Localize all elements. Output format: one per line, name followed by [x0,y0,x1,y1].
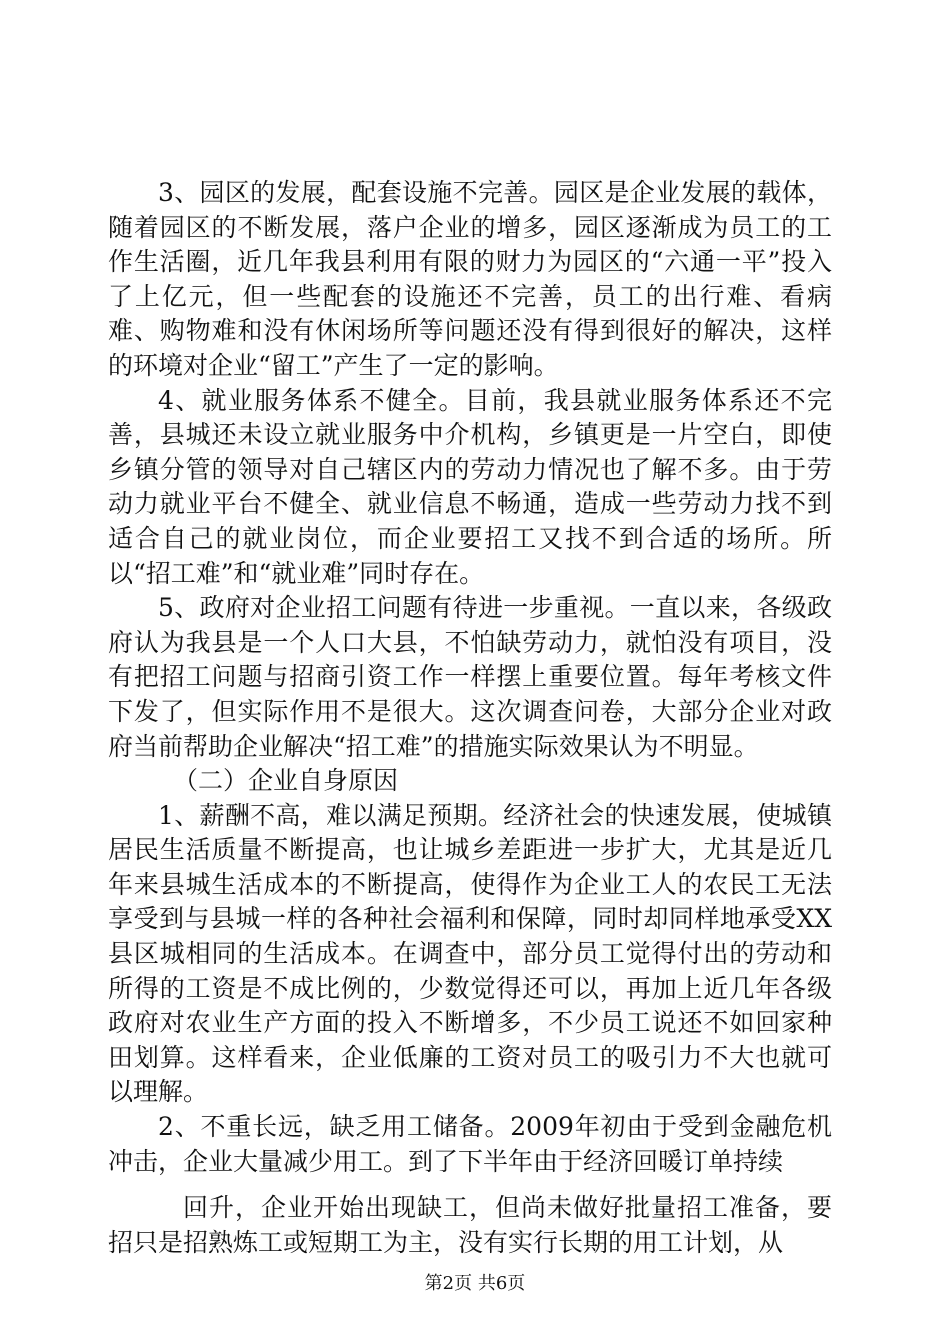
page-total: 共6页 [477,1273,526,1294]
paragraph-continuation: 回升，企业开始出现缺工，但尚未做好批量招工准备，要招只是招熟炼工或短期工为主，没有实行长期的用工计划，从 [108,1193,832,1257]
paragraph-government-attention: 5、政府对企业招工问题有待进一步重视。一直以来，各级政府认为我县是一个人口大县，不怕缺劳动力，就怕没有项目，没有把招工问题与招商引资工作一样摆上重要位置。每年考核文件下发了，但实际作用不是很大。这次调查问卷，大部分企业对政府当前帮助企业解决“招工难”的措施实际效果认为不明显。 [108,593,832,761]
paragraph-park-facilities: 3、园区的发展，配套设施不完善。园区是企业发展的载体，随着园区的不断发展，落户企业的增多，园区逐渐成为员工的工作生活圈，近几年我县利用有限的财力为园区的“六通一平”投入了上亿元，但一些配套的设施还不完善，员工的出行难、看病难、购物难和没有休闲场所等问题还没有得到很好的解决，这样的环境对企业“留工”产生了一定的影响。 [108,178,832,380]
page-number: 第2页 [424,1273,473,1294]
page-footer [0,1272,950,1296]
paragraph-labor-reserve: 2、不重长远，缺乏用工储备。2009年初由于受到金融危机冲击，企业大量减少用工。到了下半年由于经济回暖订单持续 [108,1112,832,1176]
document-body [108,176,832,1260]
section-heading-enterprise-reasons: （二）企业自身原因 [173,766,399,796]
paragraph-employment-service: 4、就业服务体系不健全。目前，我县就业服务体系还不完善，县城还未设立就业服务中介机构，乡镇更是一片空白，即使乡镇分管的领导对自己辖区内的劳动力情况也了解不多。由于劳动力就业平台不健全、就业信息不畅通，造成一些劳动力找不到适合自己的就业岗位，而企业要招工又找不到合适的场所。所以“招工难”和“就业难”同时存在。 [108,385,832,588]
paragraph-low-salary: 1、薪酬不高，难以满足预期。经济社会的快速发展，使城镇居民生活质量不断提高，也让城乡差距进一步扩大，尤其是近几年来县城生活成本的不断提高，使得作为企业工人的农民工无法享受到与县城一样的各种社会福利和保障，同时却同样地承受XX县区城相同的生活成本。在调查中，部分员工觉得付出的劳动和所得的工资是不成比例的，少数觉得还可以，再加上近几年各级政府对农业生产方面的投入不断增多，不少员工说还不如回家种田划算。这样看来，企业低廉的工资对员工的吸引力不大也就可以理解。 [108,800,832,1107]
